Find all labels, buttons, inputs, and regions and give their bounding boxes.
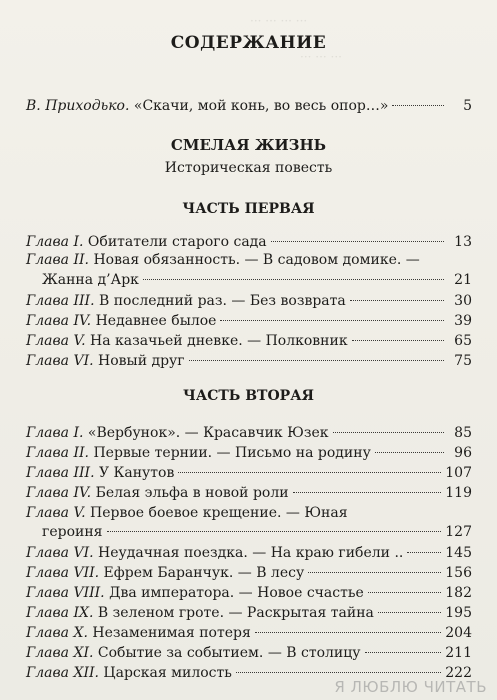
chapter-title: Первое боевое крещение. — Юная — [85, 505, 348, 521]
toc-entry[interactable] — [26, 643, 472, 663]
dot-leader — [293, 492, 442, 493]
toc-entry[interactable] — [26, 351, 472, 371]
toc-page-number: 65 — [454, 333, 472, 349]
chapter-number: Глава III. — [26, 465, 95, 481]
toc-entry-continuation[interactable] — [26, 270, 472, 290]
chapter-number: Глава IV. — [26, 485, 92, 501]
toc-entry[interactable] — [26, 543, 472, 563]
chapter-title: В зеленом гроте. — Раскрытая тайна — [93, 605, 374, 621]
part-one-title: ЧАСТЬ ПЕРВАЯ — [182, 201, 315, 217]
chapter-number: Глава XII. — [26, 665, 99, 681]
chapter-number: Глава IV. — [26, 313, 92, 329]
toc-page-number: 13 — [454, 234, 472, 250]
toc-entry[interactable] — [26, 331, 472, 351]
chapter-number: Глава VIII. — [26, 585, 105, 601]
chapter-number: Глава VII. — [26, 565, 100, 581]
dot-leader — [189, 360, 444, 361]
dot-leader — [107, 531, 442, 532]
toc-entry-continuation[interactable] — [26, 522, 472, 542]
part-two-title: ЧАСТЬ ВТОРАЯ — [183, 388, 314, 404]
toc-page-number: 156 — [445, 565, 472, 581]
chapter-title: Недавнее былое — [91, 313, 217, 329]
dot-leader — [333, 432, 445, 433]
chapter-number: Глава III. — [26, 293, 95, 309]
chapter-title-continuation: Жанна д’Арк — [42, 272, 139, 288]
chapter-number: Глава XI. — [26, 645, 94, 661]
toc-page-number: 21 — [454, 272, 472, 288]
toc-page-number: 75 — [454, 353, 472, 369]
toc-entry-author: В. Приходько. — [26, 98, 130, 114]
chapter-number: Глава I. — [26, 234, 84, 250]
dot-leader — [375, 452, 444, 453]
chapter-number: Глава V. — [26, 333, 86, 349]
toc-entry[interactable] — [26, 503, 472, 523]
chapter-title: Белая эльфа в новой роли — [91, 485, 289, 501]
toc-entry[interactable] — [26, 603, 472, 623]
page-title: СОДЕРЖАНИЕ — [170, 33, 327, 53]
chapter-title: У Канутов — [94, 465, 175, 481]
toc-page-number: 85 — [454, 425, 472, 441]
dot-leader — [271, 241, 444, 242]
toc-entry[interactable] — [26, 623, 472, 643]
toc-page-number: 145 — [445, 545, 472, 561]
bleed-through-text: ··· ··· ··· ··· — [250, 14, 308, 28]
toc-page-number: 127 — [445, 524, 472, 540]
dot-leader — [392, 105, 444, 106]
toc-entry[interactable] — [26, 483, 472, 503]
dot-leader — [378, 612, 441, 613]
chapter-number: Глава II. — [26, 445, 89, 461]
chapter-number: Глава VI. — [26, 353, 94, 369]
chapter-title: «Вербунок». — Красавчик Юзек — [83, 425, 329, 441]
toc-page-number: 222 — [445, 665, 472, 681]
toc-page-number: 204 — [445, 625, 472, 641]
toc-entry[interactable] — [26, 311, 472, 331]
toc-entry-title: «Скачи, мой конь, во весь опор…» — [129, 98, 389, 114]
book-subtitle: Историческая повесть — [164, 160, 333, 176]
toc-page-number: 96 — [454, 445, 472, 461]
chapter-title: Царская милость — [98, 665, 232, 681]
chapter-title: Новый друг — [93, 353, 185, 369]
dot-leader — [365, 652, 442, 653]
toc-entry[interactable] — [26, 291, 472, 311]
dot-leader — [143, 279, 444, 280]
chapter-number: Глава VI. — [26, 545, 94, 561]
chapter-title: Событие за событием. — В столицу — [93, 645, 361, 661]
toc-entry[interactable] — [26, 443, 472, 463]
dot-leader — [178, 472, 441, 473]
toc-entry[interactable] — [26, 463, 472, 483]
chapter-number: Глава V. — [26, 505, 86, 521]
toc-page-number: 182 — [445, 585, 472, 601]
chapter-title: Два императора. — Новое счастье — [104, 585, 364, 601]
toc-page-number: 30 — [454, 293, 472, 309]
dot-leader — [308, 572, 441, 573]
chapter-title: Обитатели старого сада — [83, 234, 267, 250]
book-title: СМЕЛАЯ ЖИЗНЬ — [170, 136, 327, 154]
dot-leader — [220, 320, 444, 321]
chapter-title: Ефрем Баранчук. — В лесу — [99, 565, 305, 581]
toc-entry-intro[interactable] — [26, 96, 472, 116]
chapter-title: Незаменимая потеря — [87, 625, 251, 641]
chapter-number: Глава IX. — [26, 605, 94, 621]
toc-page-number: 39 — [454, 313, 472, 329]
chapter-title: Новая обязанность. — В садовом домике. — — [89, 252, 420, 268]
chapter-number: Глава I. — [26, 425, 84, 441]
chapter-title: Неудачная поездка. — На краю гибели .. — [93, 545, 404, 561]
toc-page-number: 195 — [445, 605, 472, 621]
toc-entry[interactable] — [26, 232, 472, 252]
toc-entry[interactable] — [26, 423, 472, 443]
chapter-number: Глава X. — [26, 625, 88, 641]
dot-leader — [236, 672, 441, 673]
dot-leader — [255, 632, 441, 633]
toc-entry[interactable] — [26, 563, 472, 583]
bleed-through-text: ··· ··· ··· — [300, 50, 342, 64]
toc-page-number: 119 — [445, 485, 472, 501]
chapter-title: Первые тернии. — Письмо на родину — [89, 445, 371, 461]
toc-page-number: 107 — [445, 465, 472, 481]
dot-leader — [350, 300, 444, 301]
watermark: Я ЛЮБЛЮ ЧИТАТЬ — [334, 678, 487, 696]
toc-entry[interactable] — [26, 250, 472, 270]
dot-leader — [368, 592, 442, 593]
dot-leader — [407, 552, 441, 553]
chapter-title-continuation: героиня — [42, 524, 103, 540]
toc-entry[interactable] — [26, 583, 472, 603]
chapter-title: В последний раз. — Без возврата — [94, 293, 346, 309]
toc-page-number: 211 — [445, 645, 472, 661]
toc-page-number: 5 — [463, 98, 472, 114]
dot-leader — [352, 340, 444, 341]
chapter-number: Глава II. — [26, 252, 89, 268]
chapter-title: На казачьей дневке. — Полковник — [85, 333, 348, 349]
